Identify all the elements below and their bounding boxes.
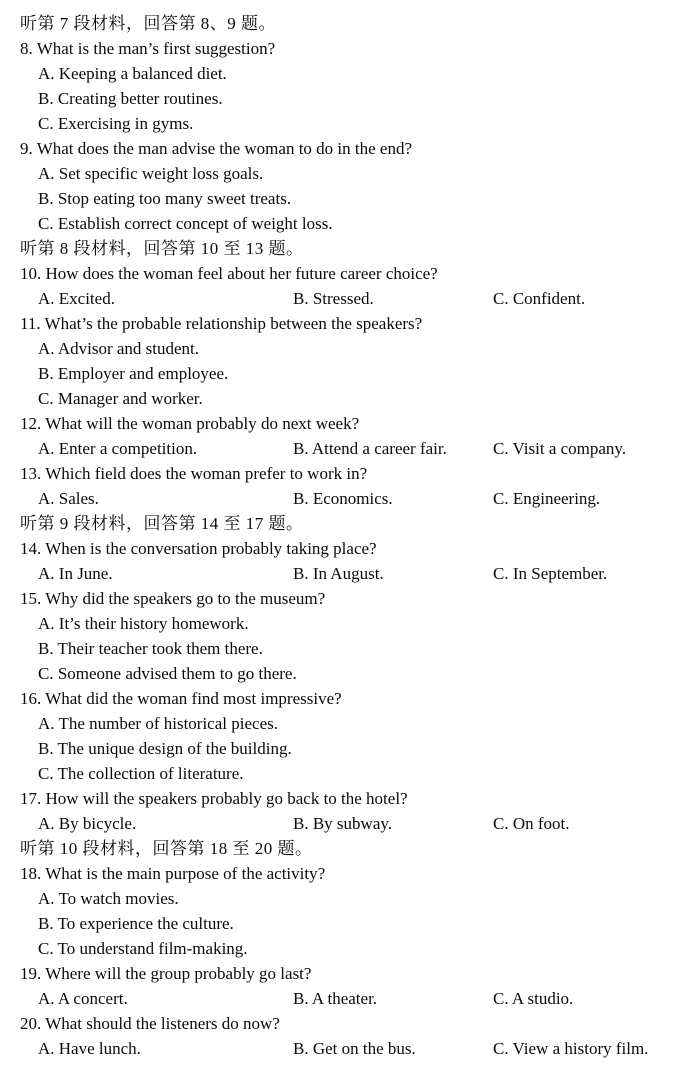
option-row xyxy=(0,286,683,311)
section-header: 听第 7 段材料，回答第 8、9 题。 xyxy=(20,14,276,33)
option-b: B. Stressed. xyxy=(293,289,374,308)
option-line: A. It’s their history homework. xyxy=(38,614,249,633)
question-line: 16. What did the woman find most impressive? xyxy=(20,689,342,708)
option-row xyxy=(0,986,683,1011)
option-line: B. Their teacher took them there. xyxy=(38,639,263,658)
option-line: C. Establish correct concept of weight loss. xyxy=(38,214,333,233)
option-a: A. Enter a competition. xyxy=(38,439,198,458)
option-line: B. Stop eating too many sweet treats. xyxy=(38,189,292,208)
section-header: 听第 10 段材料，回答第 18 至 20 题。 xyxy=(20,839,313,858)
option-c: C. View a history film. xyxy=(493,1039,649,1058)
option-b: B. In August. xyxy=(293,564,384,583)
option-c: C. Visit a company. xyxy=(493,439,627,458)
option-row xyxy=(0,561,683,586)
question-line: 17. How will the speakers probably go back to the hotel? xyxy=(20,789,408,808)
option-c: C. Confident. xyxy=(493,289,586,308)
option-line: B. Employer and employee. xyxy=(38,364,229,383)
option-line: A. To watch movies. xyxy=(38,889,179,908)
option-a: A. Have lunch. xyxy=(38,1039,141,1058)
question-line: 9. What does the man advise the woman to do in the end? xyxy=(20,139,413,158)
option-line: B. To experience the culture. xyxy=(38,914,234,933)
question-line: 10. How does the woman feel about her future career choice? xyxy=(20,264,438,283)
question-line: 14. When is the conversation probably taking place? xyxy=(20,539,377,558)
option-line: A. Advisor and student. xyxy=(38,339,200,358)
option-line: A. Set specific weight loss goals. xyxy=(38,164,264,183)
question-line: 12. What will the woman probably do next week? xyxy=(20,414,360,433)
question-line: 8. What is the man’s first suggestion? xyxy=(20,39,276,58)
question-line: 19. Where will the group probably go last? xyxy=(20,964,312,983)
question-line: 18. What is the main purpose of the activity? xyxy=(20,864,326,883)
option-b: B. Attend a career fair. xyxy=(293,439,447,458)
option-a: A. By bicycle. xyxy=(38,814,137,833)
option-line: A. The number of historical pieces. xyxy=(38,714,278,733)
section-header: 听第 8 段材料，回答第 10 至 13 题。 xyxy=(20,239,304,258)
option-line: B. Creating better routines. xyxy=(38,89,223,108)
option-line: C. The collection of literature. xyxy=(38,764,244,783)
option-line: C. To understand film-making. xyxy=(38,939,248,958)
option-b: B. Get on the bus. xyxy=(293,1039,416,1058)
option-c: C. In September. xyxy=(493,564,608,583)
option-a: A. A concert. xyxy=(38,989,128,1008)
option-a: A. Excited. xyxy=(38,289,115,308)
option-b: B. A theater. xyxy=(293,989,378,1008)
option-c: C. Engineering. xyxy=(493,489,601,508)
option-line: A. Keeping a balanced diet. xyxy=(38,64,227,83)
option-a: A. In June. xyxy=(38,564,113,583)
section-header: 听第 9 段材料，回答第 14 至 17 题。 xyxy=(20,514,304,533)
option-row xyxy=(0,1036,683,1061)
question-line: 15. Why did the speakers go to the museum? xyxy=(20,589,326,608)
option-line: C. Someone advised them to go there. xyxy=(38,664,297,683)
option-c: C. A studio. xyxy=(493,989,574,1008)
option-row xyxy=(0,436,683,461)
question-line: 20. What should the listeners do now? xyxy=(20,1014,280,1033)
option-line: C. Exercising in gyms. xyxy=(38,114,194,133)
option-row xyxy=(0,811,683,836)
option-b: B. By subway. xyxy=(293,814,393,833)
option-c: C. On foot. xyxy=(493,814,570,833)
option-line: B. The unique design of the building. xyxy=(38,739,292,758)
option-row xyxy=(0,486,683,511)
option-a: A. Sales. xyxy=(38,489,99,508)
option-b: B. Economics. xyxy=(293,489,393,508)
question-line: 11. What’s the probable relationship between the speakers? xyxy=(20,314,423,333)
question-line: 13. Which field does the woman prefer to work in? xyxy=(20,464,368,483)
option-line: C. Manager and worker. xyxy=(38,389,203,408)
